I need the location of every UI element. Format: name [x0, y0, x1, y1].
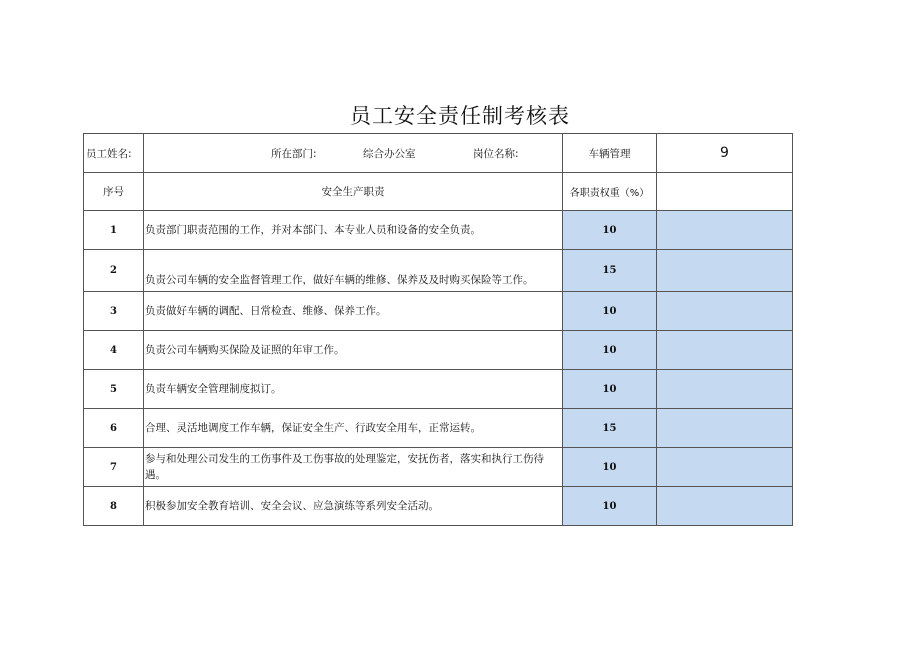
row-no: 6: [84, 409, 144, 448]
row-score-input[interactable]: [657, 331, 793, 370]
row-weight: 15: [563, 409, 657, 448]
col-header-score: [657, 173, 793, 211]
row-score-input[interactable]: [657, 409, 793, 448]
table-row: [84, 409, 793, 448]
row-score-input[interactable]: [657, 250, 793, 292]
row-no: 4: [84, 331, 144, 370]
table-row: [84, 211, 793, 250]
info-row: [84, 134, 793, 173]
assessment-table: [83, 133, 793, 526]
row-duty: 负责公司车辆的安全监督管理工作，做好车辆的维修、保养及及时购买保险等工作。: [144, 250, 563, 292]
row-weight: 10: [563, 211, 657, 250]
table-row: [84, 370, 793, 409]
row-no: 5: [84, 370, 144, 409]
table-row: [84, 292, 793, 331]
page-title: 员工安全责任制考核表: [350, 104, 570, 128]
department-cell: [144, 134, 563, 173]
total-score[interactable]: 9: [657, 134, 793, 173]
row-no: 1: [84, 211, 144, 250]
row-weight: 15: [563, 250, 657, 292]
col-header-duty: 安全生产职责: [144, 173, 563, 211]
row-no: 2: [84, 250, 144, 292]
row-duty: 合理、灵活地调度工作车辆，保证安全生产、行政安全用车，正常运转。: [144, 409, 563, 448]
department-label: 所在部门:: [271, 147, 317, 160]
column-header-row: [84, 173, 793, 211]
department-value: 综合办公室: [363, 147, 416, 160]
table-row: [84, 250, 793, 292]
row-score-input[interactable]: [657, 292, 793, 331]
row-no: 7: [84, 448, 144, 487]
row-weight: 10: [563, 448, 657, 487]
row-no: 3: [84, 292, 144, 331]
row-score-input[interactable]: [657, 211, 793, 250]
row-duty: 负责公司车辆购买保险及证照的年审工作。: [144, 331, 563, 370]
table-row: [84, 487, 793, 526]
row-weight: 10: [563, 370, 657, 409]
employee-name-label: 员工姓名:: [84, 134, 144, 173]
row-duty: 负责部门职责范围的工作，并对本部门、本专业人员和设备的安全负责。: [144, 211, 563, 250]
row-duty: 积极参加安全教育培训、安全会议、应急演练等系列安全活动。: [144, 487, 563, 526]
col-header-weight: 各职责权重（%）: [563, 173, 657, 211]
row-duty: 负责车辆安全管理制度拟订。: [144, 370, 563, 409]
row-score-input[interactable]: [657, 370, 793, 409]
row-score-input[interactable]: [657, 487, 793, 526]
row-duty: 负责做好车辆的调配、日常检查、维修、保养工作。: [144, 292, 563, 331]
table-row: [84, 448, 793, 487]
row-duty: 参与和处理公司发生的工伤事件及工伤事故的处理鉴定，安抚伤者，落实和执行工伤待遇。: [144, 448, 563, 487]
row-weight: 10: [563, 487, 657, 526]
position-value: 车辆管理: [563, 134, 657, 173]
row-score-input[interactable]: [657, 448, 793, 487]
table-row: [84, 331, 793, 370]
position-label: 岗位名称:: [473, 147, 519, 160]
row-weight: 10: [563, 292, 657, 331]
row-no: 8: [84, 487, 144, 526]
col-header-no: 序号: [84, 173, 144, 211]
row-weight: 10: [563, 331, 657, 370]
